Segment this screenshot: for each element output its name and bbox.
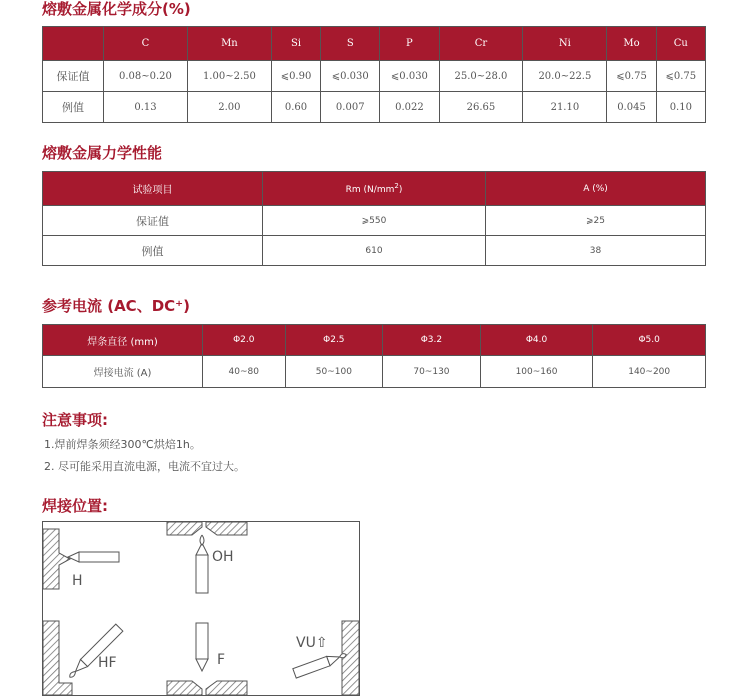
table-cell: 0.60 <box>271 92 320 123</box>
header-cell: 焊条直径 (mm) <box>43 325 203 356</box>
table-cell: 610 <box>263 236 486 266</box>
right-plate-icon <box>342 621 359 695</box>
left-plate-icon <box>43 529 70 589</box>
table-cell: 26.65 <box>439 92 523 123</box>
header-cell: Si <box>271 27 320 61</box>
header-cell <box>43 27 104 61</box>
electrode-h-icon <box>68 552 119 562</box>
electrode-oh-icon <box>196 535 208 593</box>
table-row <box>43 206 706 236</box>
table-row <box>43 356 706 388</box>
table-row <box>43 236 706 266</box>
reference-current-table <box>42 324 706 388</box>
bottom-left-f-plate-icon <box>167 681 202 695</box>
table-cell: 70~130 <box>383 356 481 388</box>
top-right-plate-icon <box>206 522 247 535</box>
header-rm-sup: 2 <box>394 182 399 190</box>
electrode-f-icon <box>196 623 208 671</box>
table-cell: ⩾550 <box>263 206 486 236</box>
table-row <box>43 61 706 92</box>
table-cell: 25.0~28.0 <box>439 61 523 92</box>
header-cell: Cu <box>656 27 705 61</box>
mechanical-properties-table <box>42 171 706 266</box>
electrode-hf-icon <box>66 624 123 681</box>
header-cell: Mn <box>187 27 271 61</box>
bottom-right-f-plate-icon <box>206 681 247 695</box>
table-cell: 0.045 <box>607 92 656 123</box>
row-label: 焊接电流 (A) <box>43 356 203 388</box>
bottom-left-plate-icon <box>43 621 72 695</box>
header-rm-prefix: Rm (N/mm <box>345 185 395 195</box>
header-cell: P <box>380 27 439 61</box>
header-cell: Cr <box>439 27 523 61</box>
welding-position-diagram <box>42 521 362 697</box>
reference-current-title: 参考电流 (AC、DC⁺) <box>42 297 190 315</box>
table-cell: ⩽0.75 <box>656 61 705 92</box>
table-cell: 50~100 <box>285 356 383 388</box>
table-header-row <box>43 325 706 356</box>
position-label-oh: OH <box>212 549 234 565</box>
position-label-hf: HF <box>98 655 117 671</box>
table-cell: 21.10 <box>523 92 607 123</box>
header-cell: C <box>104 27 188 61</box>
table-cell: 0.022 <box>380 92 439 123</box>
table-cell: ⩽0.90 <box>271 61 320 92</box>
table-cell: 38 <box>486 236 706 266</box>
mechanical-properties-title: 熔敷金属力学性能 <box>42 144 163 162</box>
header-cell: Φ4.0 <box>480 325 593 356</box>
header-cell <box>263 172 486 206</box>
note-item: 1.焊前焊条须经300℃烘焙1h。 <box>44 438 201 451</box>
table-cell: 1.00~2.50 <box>187 61 271 92</box>
row-label: 例值 <box>43 236 263 266</box>
header-cell: Mo <box>607 27 656 61</box>
table-cell: ⩽0.030 <box>380 61 439 92</box>
position-label-h: H <box>72 573 83 589</box>
top-left-plate-icon <box>167 522 202 535</box>
row-label: 保证值 <box>43 206 263 236</box>
table-cell: ⩽0.030 <box>321 61 380 92</box>
table-cell: 100~160 <box>480 356 593 388</box>
table-cell: 0.007 <box>321 92 380 123</box>
table-cell: 0.08~0.20 <box>104 61 188 92</box>
header-cell: Ni <box>523 27 607 61</box>
header-cell: Φ3.2 <box>383 325 481 356</box>
table-header-row <box>43 172 706 206</box>
row-label: 例值 <box>43 92 104 123</box>
header-cell: Φ5.0 <box>593 325 706 356</box>
position-label-f: F <box>217 652 226 668</box>
welding-position-title: 焊接位置: <box>42 497 108 515</box>
position-label-vu: VU⇧ <box>296 635 328 651</box>
electrode-vu-icon <box>293 650 348 678</box>
header-cell: Φ2.0 <box>203 325 286 356</box>
table-cell: 20.0~22.5 <box>523 61 607 92</box>
table-cell: 40~80 <box>203 356 286 388</box>
header-cell: Φ2.5 <box>285 325 383 356</box>
table-cell: 140~200 <box>593 356 706 388</box>
table-header-row <box>43 27 706 61</box>
header-cell: S <box>321 27 380 61</box>
table-row <box>43 92 706 123</box>
header-cell: 试验项目 <box>43 172 263 206</box>
notes-title: 注意事项: <box>42 411 108 429</box>
table-cell: 0.13 <box>104 92 188 123</box>
table-cell: ⩾25 <box>486 206 706 236</box>
table-cell: 2.00 <box>187 92 271 123</box>
note-item: 2. 尽可能采用直流电源，电流不宜过大。 <box>44 460 245 473</box>
chem-composition-table <box>42 26 706 123</box>
table-cell: 0.10 <box>656 92 705 123</box>
header-rm-suffix: ) <box>398 185 403 195</box>
header-cell: A (%) <box>486 172 706 206</box>
table-cell: ⩽0.75 <box>607 61 656 92</box>
chem-composition-title: 熔敷金属化学成分(%) <box>42 0 191 18</box>
row-label: 保证值 <box>43 61 104 92</box>
